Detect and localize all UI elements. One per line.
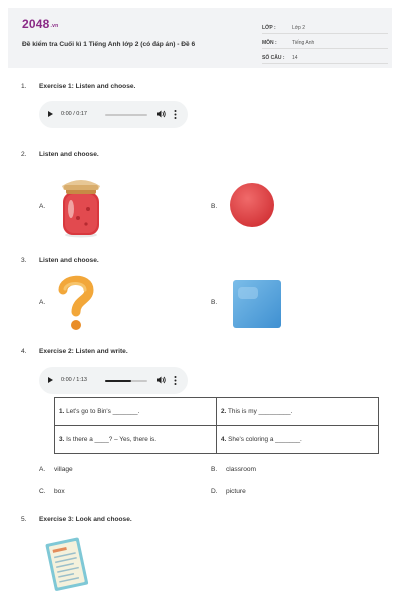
word-option[interactable]: D. picture — [211, 488, 246, 495]
word-option[interactable]: C. box — [39, 488, 65, 495]
question-number: 3. — [21, 257, 27, 264]
question-text: Listen and choose. — [39, 257, 99, 264]
more-vert-icon[interactable] — [174, 109, 177, 120]
audio-seekbar[interactable] — [105, 114, 147, 116]
option-label[interactable]: A. — [39, 203, 46, 210]
table-cell: 1. Let's go to Bin's _______. — [55, 398, 217, 426]
red-ball-image[interactable] — [229, 182, 275, 228]
table-row — [55, 398, 379, 426]
header — [8, 8, 392, 68]
jam-jar-image[interactable] — [58, 176, 104, 238]
word-option[interactable]: B. classroom — [211, 466, 257, 473]
logo[interactable]: 2048.vn — [22, 17, 59, 31]
play-icon[interactable] — [48, 111, 53, 117]
volume-icon[interactable] — [156, 375, 166, 385]
question-text: Exercise 1: Listen and choose. — [39, 83, 136, 90]
sentence-table — [54, 397, 379, 454]
question-mark-image[interactable] — [55, 274, 97, 332]
table-cell: 2. This is my _________. — [217, 398, 379, 426]
more-vert-icon[interactable] — [174, 375, 177, 386]
table-cell: 4. She's coloring a _______. — [217, 426, 379, 454]
table-cell: 3. Is there a ____? – Yes, there is. — [55, 426, 217, 454]
worksheet-image[interactable] — [42, 536, 94, 594]
option-label[interactable]: A. — [39, 299, 46, 306]
audio-time: 0:00 / 0:17 — [61, 111, 87, 117]
question-text: Listen and choose. — [39, 151, 99, 158]
meta-subject: MÔN : Tiếng Anh — [262, 37, 388, 49]
question-number: 5. — [21, 516, 27, 523]
audio-player[interactable] — [39, 101, 188, 128]
audio-player[interactable] — [39, 367, 188, 394]
meta-question-count: SỐ CÂU : 14 — [262, 52, 388, 64]
meta-class: LỚP : Lớp 2 — [262, 22, 388, 34]
option-label[interactable]: B. — [211, 203, 218, 210]
question-number: 2. — [21, 151, 27, 158]
question-text: Exercise 3: Look and choose. — [39, 516, 132, 523]
volume-icon[interactable] — [156, 109, 166, 119]
table-row — [55, 426, 379, 454]
document-title: Đề kiểm tra Cuối kì 1 Tiếng Anh lớp 2 (có đáp án) - Đề 6 — [22, 41, 196, 48]
option-label[interactable]: B. — [211, 299, 218, 306]
word-option[interactable]: A. village — [39, 466, 73, 473]
blue-square-image[interactable] — [232, 279, 282, 329]
question-number: 1. — [21, 83, 27, 90]
audio-seekbar[interactable] — [105, 380, 147, 382]
question-text: Exercise 2: Listen and write. — [39, 348, 128, 355]
audio-time: 0:00 / 1:13 — [61, 377, 87, 383]
question-number: 4. — [21, 348, 27, 355]
play-icon[interactable] — [48, 377, 53, 383]
